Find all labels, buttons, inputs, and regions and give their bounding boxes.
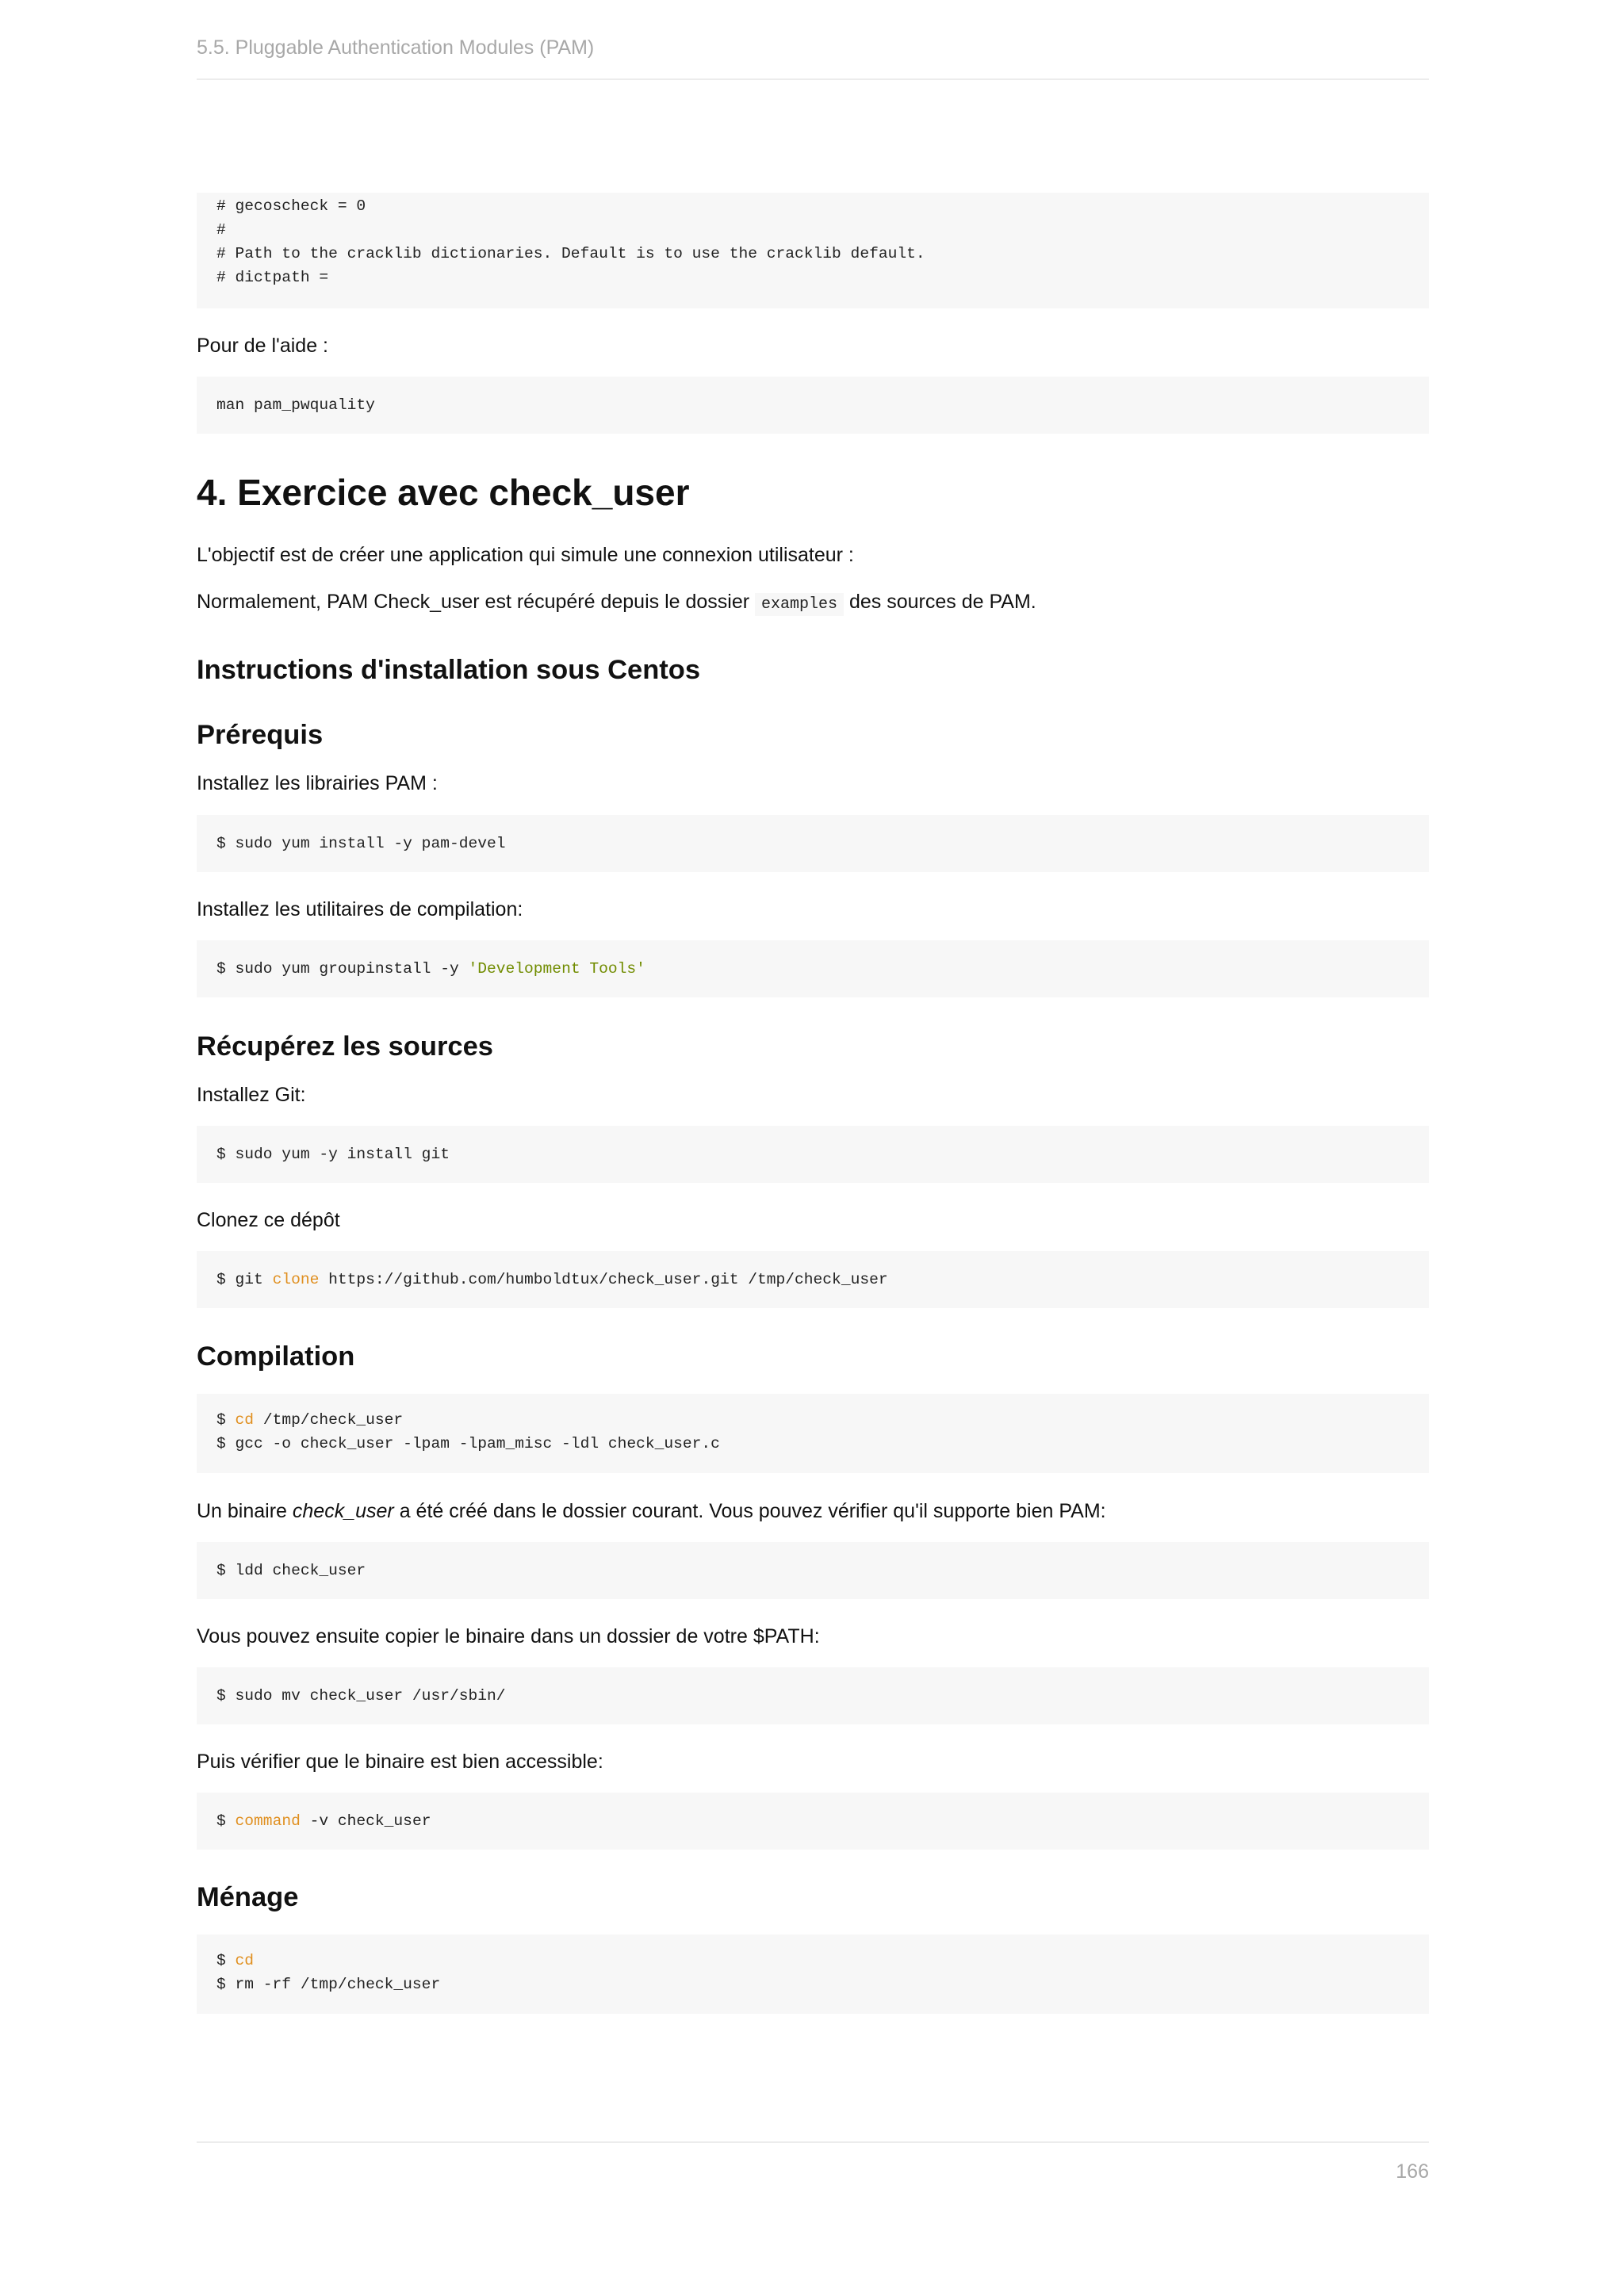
sources-heading: Récupérez les sources bbox=[197, 1031, 493, 1062]
paragraph-text: a été créé dans le dossier courant. Vous pouvez vérifier qu'il supporte bien PAM: bbox=[393, 1500, 1106, 1522]
paragraph-text: des sources de PAM. bbox=[849, 591, 1036, 613]
paragraph-text: Un binaire bbox=[197, 1500, 293, 1522]
code-block-groupinstall bbox=[197, 940, 1429, 997]
help-label: Pour de l'aide : bbox=[197, 335, 328, 357]
paragraph-text: Normalement, PAM Check_user est récupéré depuis le dossier bbox=[197, 591, 750, 613]
code-line: # Path to the cracklib dictionaries. Default is to use the cracklib default. bbox=[216, 245, 925, 262]
install-pam-label: Installez les librairies PAM : bbox=[197, 772, 438, 794]
code-block-clone bbox=[197, 1251, 1429, 1308]
code-text: $ bbox=[216, 1952, 236, 1969]
code-line bbox=[216, 1949, 1409, 1973]
clone-label: Clonez ce dépôt bbox=[197, 1209, 340, 1231]
code-line: $ rm -rf /tmp/check_user bbox=[216, 1976, 441, 1993]
install-heading: Instructions d'installation sous Centos bbox=[197, 655, 701, 685]
code-block-pam-devel bbox=[197, 815, 1429, 872]
source-location-paragraph bbox=[197, 588, 1429, 618]
code-line: $ git bbox=[216, 1271, 273, 1288]
code-line: # bbox=[216, 221, 226, 239]
code-text: $ bbox=[216, 1411, 236, 1429]
verify-label: Puis vérifier que le binaire est bien accessible: bbox=[197, 1751, 603, 1773]
code-block-gecos bbox=[197, 193, 1429, 308]
code-line: $ sudo mv check_user /usr/sbin/ bbox=[216, 1687, 506, 1705]
code-line: https://github.com/humboldtux/check_user.git /tmp/check_user bbox=[319, 1271, 888, 1288]
code-line: $ sudo yum groupinstall -y bbox=[216, 960, 469, 978]
objective-paragraph: L'objectif est de créer une application qui simule une connexion utilisateur : bbox=[197, 544, 854, 566]
copy-label: Vous pouvez ensuite copier le binaire dans un dossier de votre $PATH: bbox=[197, 1625, 820, 1647]
code-line: $ sudo yum -y install git bbox=[216, 1146, 450, 1163]
code-block-compile bbox=[197, 1394, 1429, 1473]
code-keyword: clone bbox=[272, 1271, 320, 1288]
code-block-ldd bbox=[197, 1542, 1429, 1599]
code-keyword: cd bbox=[235, 1952, 255, 1969]
code-line: # gecoscheck = 0 bbox=[216, 197, 366, 215]
running-header: 5.5. Pluggable Authentication Modules (PAM) bbox=[197, 36, 1429, 80]
code-block-cleanup bbox=[197, 1934, 1429, 2014]
code-string: 'Development Tools' bbox=[468, 960, 645, 978]
code-line: $ bbox=[216, 1812, 236, 1830]
code-line: man pam_pwquality bbox=[216, 396, 375, 414]
code-block-mv bbox=[197, 1667, 1429, 1724]
code-line: $ ldd check_user bbox=[216, 1562, 366, 1579]
code-line: # dictpath = bbox=[216, 269, 329, 286]
binary-paragraph bbox=[197, 1498, 1429, 1525]
running-footer-divider bbox=[197, 2141, 1429, 2143]
page-body bbox=[197, 193, 1429, 2014]
code-block-help bbox=[197, 377, 1429, 434]
emphasis-check-user: check_user bbox=[292, 1500, 394, 1522]
compile-heading: Compilation bbox=[197, 1341, 355, 1372]
page-number: 166 bbox=[1396, 2160, 1429, 2183]
code-line: -v check_user bbox=[300, 1812, 431, 1830]
inline-code-examples: examples bbox=[755, 593, 844, 616]
code-block-command bbox=[197, 1793, 1429, 1850]
install-git-label: Installez Git: bbox=[197, 1084, 306, 1106]
code-line: $ sudo yum install -y pam-devel bbox=[216, 835, 506, 852]
code-line bbox=[216, 1408, 1409, 1432]
section-title: 4. Exercice avec check_user bbox=[197, 472, 690, 513]
code-keyword: command bbox=[235, 1812, 301, 1830]
code-text: /tmp/check_user bbox=[254, 1411, 404, 1429]
install-tools-label: Installez les utilitaires de compilation: bbox=[197, 898, 523, 920]
code-block-git-install bbox=[197, 1126, 1429, 1183]
cleanup-heading: Ménage bbox=[197, 1882, 299, 1912]
code-line: $ gcc -o check_user -lpam -lpam_misc -ldl check_user.c bbox=[216, 1435, 720, 1452]
code-keyword: cd bbox=[235, 1411, 255, 1429]
prereq-heading: Prérequis bbox=[197, 720, 324, 750]
